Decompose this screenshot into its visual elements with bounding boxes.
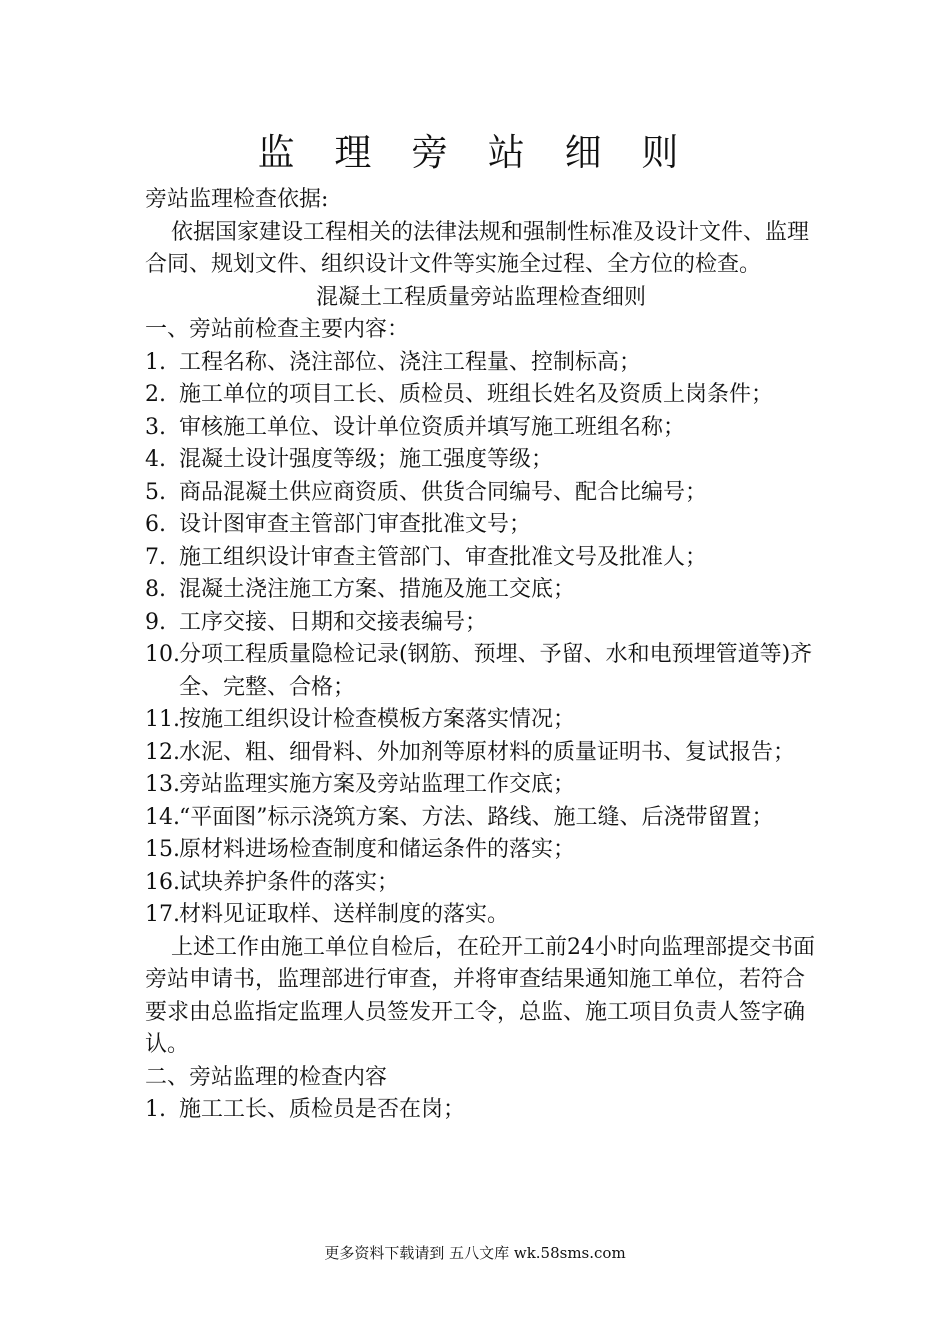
item-text: 分项工程质量隐检记录(钢筋、预埋、予留、水和电预埋管道等)齐全、完整、合格； bbox=[179, 642, 813, 700]
list-item bbox=[145, 639, 817, 704]
list-item bbox=[145, 1094, 817, 1127]
item-text: 工序交接、日期和交接表编号； bbox=[179, 609, 488, 635]
item-number: 12. bbox=[145, 739, 180, 765]
list-item bbox=[145, 769, 817, 802]
list-item bbox=[145, 542, 817, 575]
item-number: 8. bbox=[145, 577, 166, 602]
item-text: 商品混凝土供应商资质、供货合同编号、配合比编号； bbox=[179, 479, 708, 505]
list-item bbox=[145, 899, 817, 932]
list-item bbox=[145, 379, 817, 412]
part1-list bbox=[145, 347, 817, 932]
item-text: 按施工组织设计检查模板方案落实情况； bbox=[179, 707, 576, 732]
part2-heading: 二、旁站监理的检查内容 bbox=[145, 1064, 388, 1090]
list-item bbox=[145, 477, 817, 510]
part2-list bbox=[145, 1094, 817, 1127]
item-text: 材料见证取样、送样制度的落实。 bbox=[179, 902, 510, 927]
item-number: 7. bbox=[145, 544, 166, 570]
part1-summary: 上述工作由施工单位自检后，在砼开工前24小时向监理部提交书面旁站申请书，监理部进行审查，并将审查结果通知施工单位，若符合要求由总监指定监理人员签发开工令，总监、施工项目负责人签字确认。 bbox=[145, 934, 815, 1057]
list-item bbox=[145, 802, 817, 835]
item-number: 1. bbox=[145, 349, 166, 375]
item-number: 10. bbox=[145, 642, 180, 667]
item-number: 6. bbox=[145, 512, 166, 537]
item-number: 9. bbox=[145, 609, 166, 635]
item-number: 11. bbox=[145, 707, 180, 732]
item-text: 混凝土设计强度等级；施工强度等级； bbox=[179, 447, 554, 472]
part1-heading: 一、旁站前检查主要内容： bbox=[145, 317, 410, 342]
list-item bbox=[145, 737, 817, 770]
item-number: 17. bbox=[145, 902, 180, 927]
item-text: 设计图审查主管部门审查批准文号； bbox=[179, 512, 532, 537]
list-item bbox=[145, 509, 817, 542]
item-text: 试块养护条件的落实； bbox=[179, 869, 400, 895]
item-number: 1. bbox=[145, 1097, 166, 1122]
list-item bbox=[145, 412, 817, 445]
item-text: 原材料进场检查制度和储运条件的落实； bbox=[179, 837, 576, 862]
list-item bbox=[145, 607, 817, 640]
item-text: 施工组织设计审查主管部门、审查批准文号及批准人； bbox=[179, 544, 708, 570]
item-text: 施工工长、质检员是否在岗； bbox=[179, 1097, 466, 1122]
item-number: 4. bbox=[145, 447, 166, 472]
list-item bbox=[145, 444, 817, 477]
item-text: 工程名称、浇注部位、浇注工程量、控制标高； bbox=[179, 349, 642, 375]
list-item bbox=[145, 834, 817, 867]
item-text: “平面图”标示浇筑方案、方法、路线、施工缝、后浇带留置； bbox=[179, 804, 774, 830]
item-text: 施工单位的项目工长、质检员、班组长姓名及资质上岗条件； bbox=[179, 382, 774, 407]
document-title: 监 理 旁 站 细 则 bbox=[257, 131, 693, 174]
item-number: 14. bbox=[145, 804, 180, 830]
item-number: 13. bbox=[145, 772, 180, 797]
list-item bbox=[145, 704, 817, 737]
item-text: 水泥、粗、细骨料、外加剂等原材料的质量证明书、复试报告； bbox=[179, 739, 796, 765]
list-item bbox=[145, 347, 817, 380]
item-number: 5. bbox=[145, 479, 166, 505]
footer-note: 更多资料下载请到 五八文库 wk.58sms.com bbox=[324, 1244, 626, 1262]
list-item bbox=[145, 574, 817, 607]
item-text: 旁站监理实施方案及旁站监理工作交底； bbox=[179, 772, 576, 797]
list-item bbox=[145, 867, 817, 900]
basis-paragraph: 依据国家建设工程相关的法律法规和强制性标准及设计文件、监理合同、规划文件、组织设计文件等实施全过程、全方位的检查。 bbox=[145, 219, 810, 277]
item-number: 2. bbox=[145, 382, 166, 407]
item-number: 3. bbox=[145, 414, 166, 440]
item-text: 混凝土浇注施工方案、措施及施工交底； bbox=[179, 577, 576, 602]
item-number: 16. bbox=[145, 869, 180, 895]
item-text: 审核施工单位、设计单位资质并填写施工班组名称； bbox=[179, 414, 686, 440]
item-number: 15. bbox=[145, 837, 180, 862]
basis-heading: 旁站监理检查依据: bbox=[145, 187, 329, 212]
document-body bbox=[145, 184, 817, 1127]
section-title: 混凝土工程质量旁站监理检查细则 bbox=[315, 284, 646, 310]
